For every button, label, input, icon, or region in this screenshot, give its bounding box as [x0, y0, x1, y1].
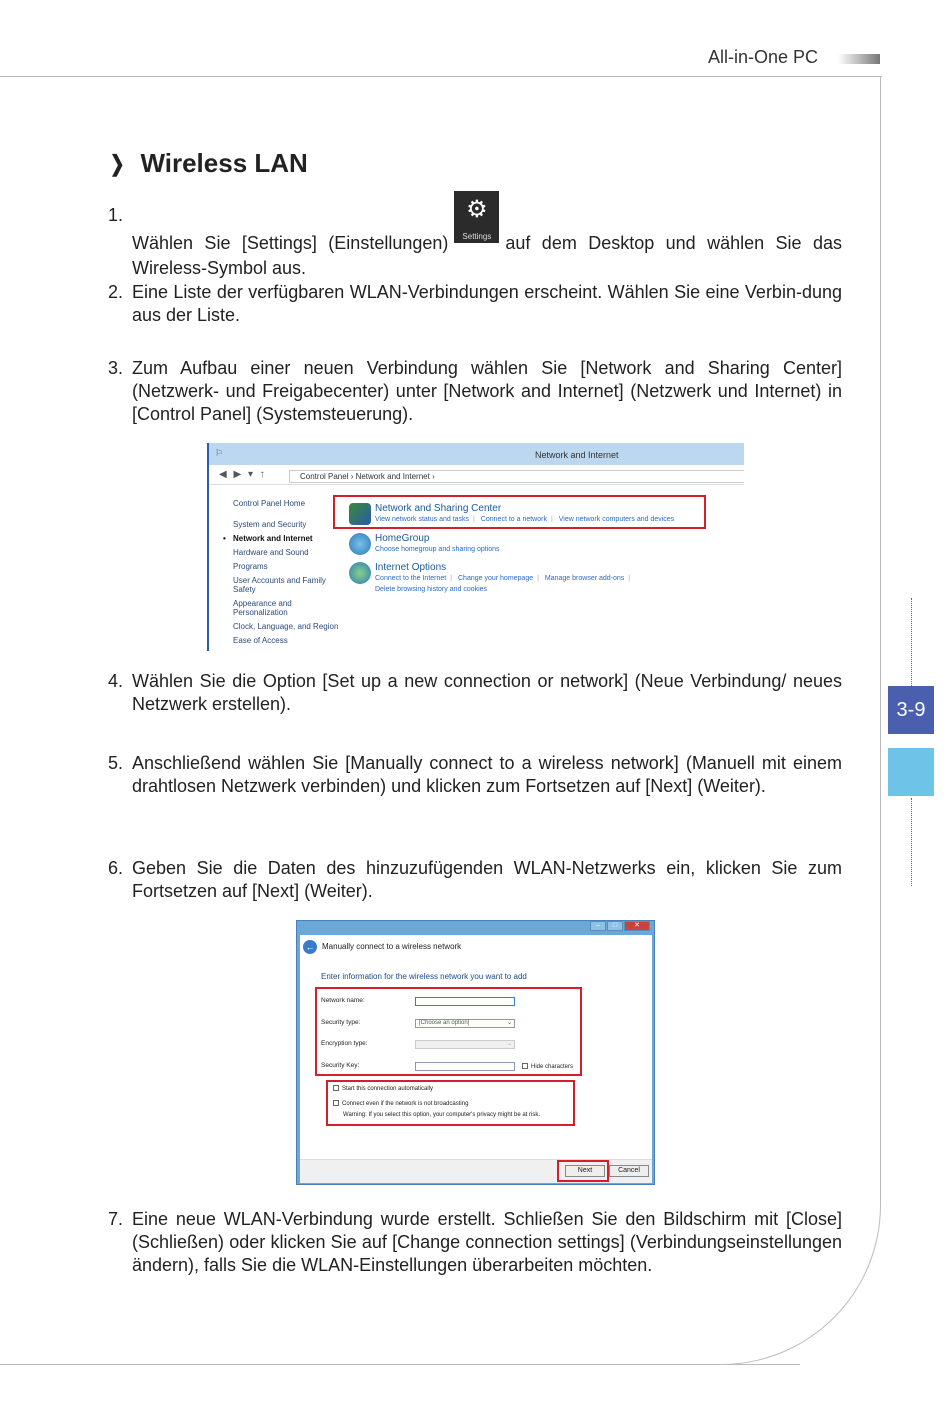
address-bar — [209, 465, 744, 485]
item-link: Choose homegroup and sharing options — [375, 546, 500, 553]
step-text: Geben Sie die Daten des hinzuzufügenden WLAN-Netzwerks ein, klicken Sie zum Fortsetzen auf [Next] (Weiter). — [132, 858, 842, 901]
step-text: Eine Liste der verfügbaren WLAN-Verbindungen erscheint. Wählen Sie eine Verbin-dung aus der Liste. — [132, 282, 842, 325]
item-link: Delete browsing history and cookies — [375, 586, 488, 593]
maximize-icon: □ — [607, 921, 623, 931]
chevron-right-icon: ❯ — [109, 150, 125, 176]
side-tab-accent — [888, 748, 934, 796]
section-heading — [108, 148, 308, 179]
item-link: View network status and tasks — [375, 516, 470, 523]
window-controls — [589, 921, 650, 931]
sidebar-item-ease: Ease of Access — [233, 636, 288, 645]
settings-icon — [454, 191, 499, 243]
window-titlebar — [209, 443, 744, 465]
side-dots — [911, 598, 912, 686]
step-2 — [108, 281, 842, 327]
dialog-footer — [300, 1159, 652, 1183]
sidebar-item-appearance: Appearance and Personalization — [233, 599, 292, 617]
network-icon: ⚐ — [215, 448, 224, 458]
security-type-label: Security type: — [321, 1019, 361, 1026]
settings-icon-label: Settings — [462, 232, 492, 241]
header-bar — [838, 54, 880, 64]
close-icon: ✕ — [624, 921, 650, 931]
window-title: Network and Internet — [535, 450, 619, 460]
gear-icon: ⚙ — [466, 196, 488, 223]
item-link: Connect to a network — [480, 516, 547, 523]
sidebar — [233, 499, 343, 650]
step-number: 4. — [108, 671, 124, 691]
start-auto-label: Start this connection automatically — [342, 1086, 434, 1092]
step-text: auf dem Desktop und wählen Sie das Wireless-Symbol aus. — [132, 233, 842, 278]
back-arrow-icon: ← — [303, 940, 317, 954]
step-number: 6. — [108, 858, 124, 878]
step-number: 3. — [108, 358, 124, 378]
step-1 — [108, 196, 842, 280]
page-frame-top — [0, 76, 882, 77]
dialog-header — [300, 935, 652, 959]
chevron-down-icon: ⌄ — [506, 1041, 512, 1047]
dialog-title: Manually connect to a wireless network — [322, 942, 462, 951]
cancel-button: Cancel — [609, 1165, 649, 1177]
highlight-box — [333, 495, 706, 529]
step-number: 5. — [108, 753, 124, 773]
sidebar-item-hardware: Hardware and Sound — [233, 548, 309, 557]
highlight-box — [326, 1080, 575, 1126]
step-number: 7. — [108, 1209, 124, 1229]
dialog-subtitle: Enter information for the wireless network you want to add — [321, 972, 527, 981]
security-key-label: Security Key: — [321, 1062, 360, 1069]
privacy-warning: Warning: If you select this option, your computer's privacy might be at risk. — [343, 1112, 541, 1118]
connect-even-label: Connect even if the network is not broadcasting — [342, 1101, 469, 1107]
nav-arrows-icon: ◀ ▶ ▾ ↑ — [219, 469, 267, 480]
item-link: Manage browser add-ons — [544, 575, 625, 582]
item-link: Connect to the Internet — [375, 575, 447, 582]
item-title: Network and Sharing Center — [375, 503, 502, 514]
step-number: 2. — [108, 282, 124, 302]
hide-characters-label: Hide characters — [531, 1064, 574, 1070]
step-text: Anschließend wählen Sie [Manually connect to a wireless network] (Manuell mit einem drahtlosen Netzwerk verbinden) und klicken zum Fortsetzen auf [Next] (Weiter). — [132, 753, 842, 796]
network-and-internet-screenshot: ⚐ Network and Internet ◀ ▶ ▾ ↑ Control Panel › Network and Internet › Control Panel Home System and Security • Network and Internet Hardware and Sound Programs User Accounts and Family Safety Appearance and Personalization Clock, Language, and Region Ease of Access Network and Sharing Center View network status and tasks | Connect to a network | View network computers and devices HomeGroup Choose homegroup and sharing options Internet Options Connect to the Internet | Change your homepage | Manage browser add-ons | Delete browsing history and cookies — [207, 443, 744, 651]
item-link: View network computers and devices — [558, 516, 675, 523]
breadcrumb: Control Panel › Network and Internet › — [289, 470, 744, 483]
step-7 — [108, 1208, 842, 1277]
side-dots — [911, 798, 912, 886]
chevron-down-icon: ⌄ — [506, 1020, 512, 1026]
step-number: 1. — [108, 205, 124, 225]
step-text: Wählen Sie [Settings] (Einstellungen) — [132, 233, 449, 253]
homegroup-icon — [349, 533, 371, 555]
next-button: Next — [565, 1165, 605, 1177]
item-link: Change your homepage — [458, 575, 534, 582]
section-title: Wireless LAN — [140, 148, 308, 178]
step-4 — [108, 670, 842, 716]
manually-connect-screenshot — [296, 920, 655, 1185]
highlight-box — [557, 1160, 609, 1182]
sidebar-item-system: System and Security — [233, 520, 307, 529]
step-5 — [108, 752, 842, 798]
sidebar-item-accounts: User Accounts and Family Safety — [233, 576, 326, 594]
step-text: Eine neue WLAN-Verbindung wurde erstellt. Schließen Sie den Bildschirm mit [Close] (Schließen) oder klicken Sie auf [Change connection settings] (Verbindungseinstellungen ändern), falls Sie die WLAN-Einstellungen überarbeiten möchten. — [132, 1209, 842, 1275]
sidebar-item-home: Control Panel Home — [233, 499, 306, 508]
highlight-box — [315, 987, 582, 1076]
sidebar-item-network: • Network and Internet — [233, 534, 343, 543]
step-6 — [108, 857, 842, 903]
page-frame-right — [880, 76, 881, 1206]
step-3 — [108, 357, 842, 426]
globe-icon — [349, 562, 371, 584]
page-frame-bottom — [0, 1364, 800, 1365]
step-text: Wählen Sie die Option [Set up a new connection or network] (Neue Verbindung/ neues Netzwerk erstellen). — [132, 671, 842, 714]
sidebar-item-clock: Clock, Language, and Region — [233, 622, 339, 631]
encryption-type-label: Encryption type: — [321, 1040, 368, 1047]
item-title: HomeGroup — [375, 533, 430, 544]
minimize-icon: – — [590, 921, 606, 931]
item-title: Internet Options — [375, 562, 447, 573]
network-name-label: Network name: — [321, 997, 365, 1004]
dialog-body — [300, 959, 652, 1159]
security-type-value: [Choose an option] — [419, 1020, 470, 1026]
header-title: All-in-One PC — [708, 47, 819, 67]
step-text: Zum Aufbau einer neuen Verbindung wählen Sie [Network and Sharing Center] (Netzwerk- und Freigabecenter) unter [Network and Internet] (Netzwerk und Internet) in [Control Panel] (Systemsteuerung). — [132, 358, 842, 424]
sidebar-item-programs: Programs — [233, 562, 268, 571]
page-number-tab: 3-9 — [888, 686, 934, 734]
